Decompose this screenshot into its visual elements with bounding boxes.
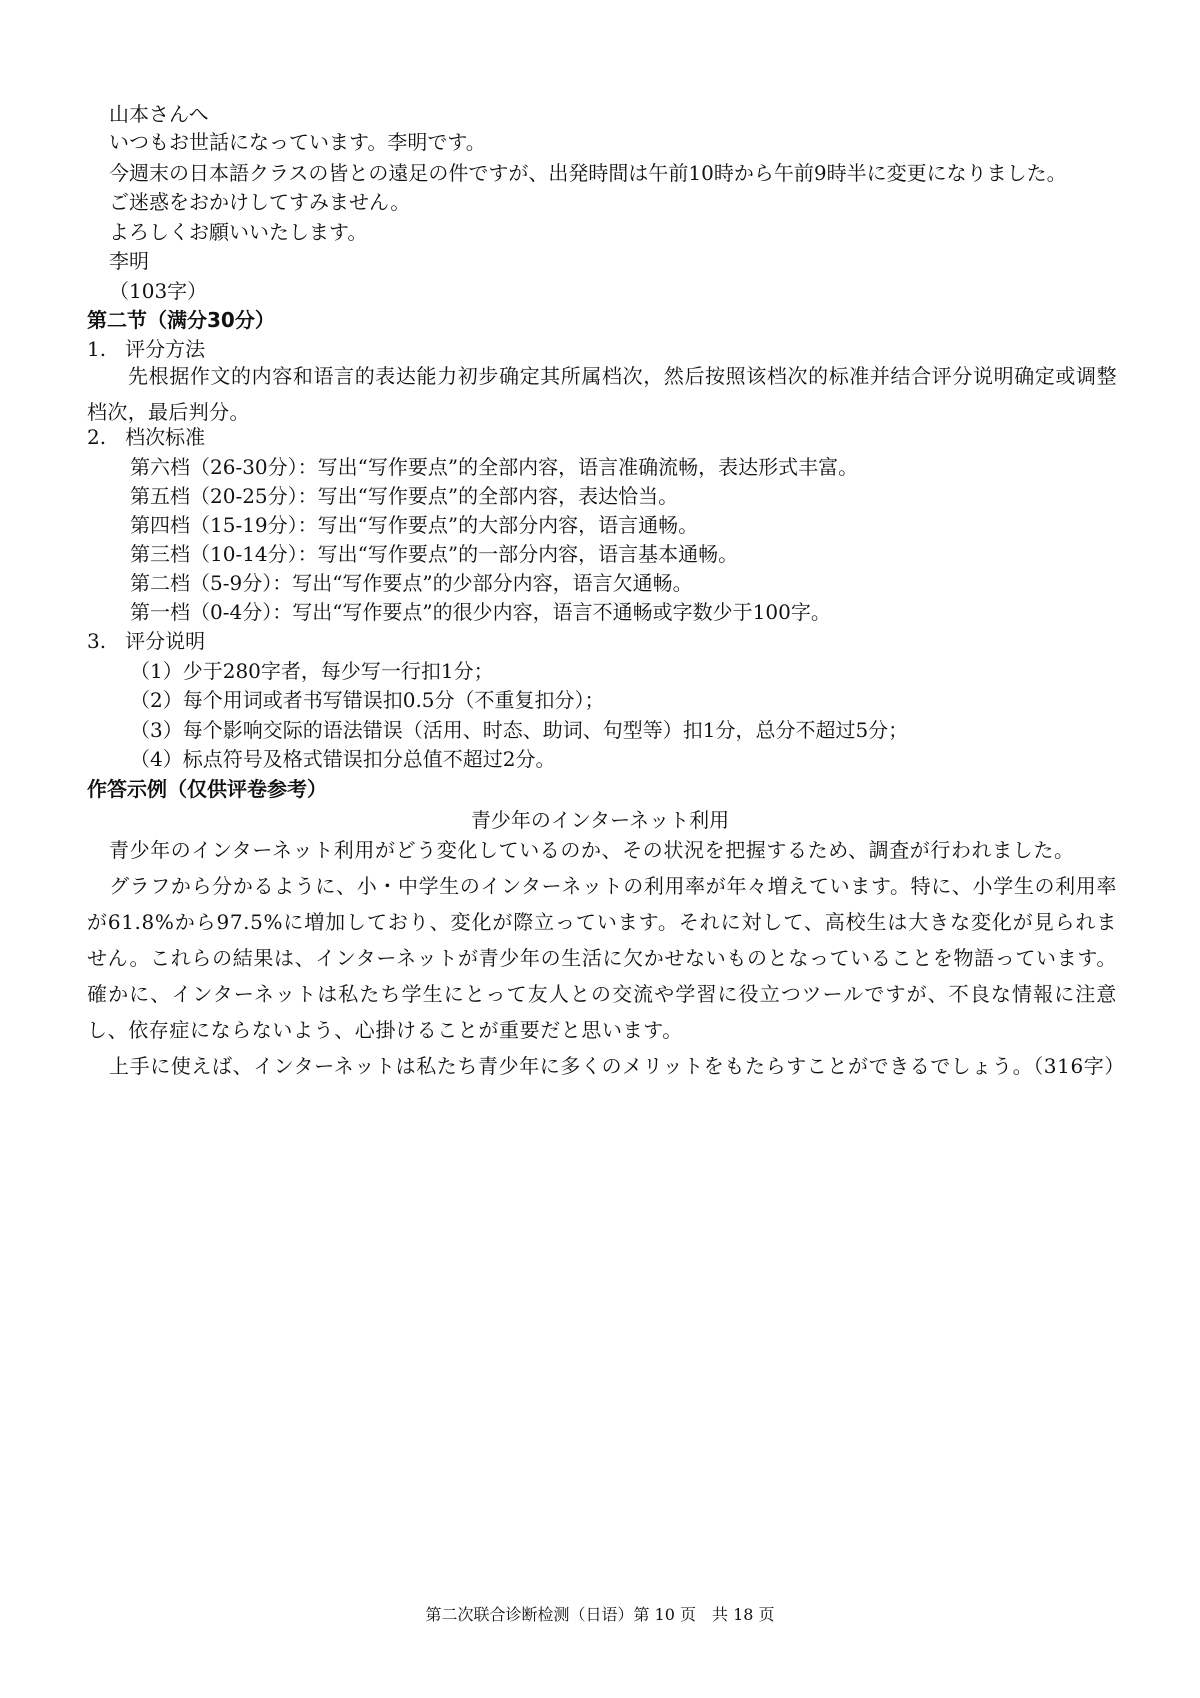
section-heading: 第二节（满分30分） xyxy=(87,308,275,332)
letter-salutation: 山本さんへ xyxy=(109,102,209,126)
note-item: （3）每个影响交际的语法错误（活用、时态、助词、句型等）扣1分，总分不超过5分； xyxy=(130,718,909,742)
letter-char-count: （103字） xyxy=(109,279,208,303)
essay-paragraph: 青少年のインターネット利用がどう変化しているのか、その状況を把握するため、調査が行われました。 xyxy=(109,838,1075,862)
note-item: （4）标点符号及格式错误扣分总值不超过2分。 xyxy=(130,747,556,771)
note-item: （2）每个用词或者书写错误扣0.5分（不重复扣分）； xyxy=(130,688,605,712)
essay-title: 青少年のインターネット利用 xyxy=(470,808,730,832)
level-item: 第四档（15-19分）：写出“写作要点”的大部分内容，语言通畅。 xyxy=(130,513,699,537)
letter-body: 今週末の日本語クラスの皆との遠足の件ですが、出発時間は午前10時から午前9時半に変更になりました。 xyxy=(109,161,1067,185)
method-title: 1. 评分方法 xyxy=(87,337,206,361)
essay-paragraph: 上手に使えば、インターネットは私たち青少年に多くのメリットをもたらすことができるでしょう。（316字） xyxy=(109,1054,1125,1078)
page-footer: 第二次联合诊断检测（日语）第 10 页 共 18 页 xyxy=(425,1605,775,1624)
level-item: 第六档（26-30分）：写出“写作要点”的全部内容，语言准确流畅，表达形式丰富。 xyxy=(130,455,859,479)
letter-greeting: いつもお世話になっています。李明です。 xyxy=(109,130,486,154)
letter-signature: 李明 xyxy=(109,249,149,273)
note-item: （1）少于280字者，每少写一行扣1分； xyxy=(130,659,494,683)
levels-title: 2. 档次标准 xyxy=(87,425,206,449)
level-item: 第三档（10-14分）：写出“写作要点”的一部分内容，语言基本通畅。 xyxy=(130,542,739,566)
level-item: 第一档（0-4分）：写出“写作要点”的很少内容，语言不通畅或字数少于100字。 xyxy=(130,600,831,624)
notes-title: 3. 评分说明 xyxy=(87,629,206,653)
sample-heading: 作答示例（仅供评卷参考） xyxy=(87,777,327,801)
level-item: 第二档（5-9分）：写出“写作要点”的少部分内容，语言欠通畅。 xyxy=(130,571,693,595)
essay-paragraph: グラフから分かるように、小・中学生のインターネットの利用率が年々増えています。特に、小学生の利用率が61.8%から97.5%に増加しており、変化が際立っています。それに対して、高校生は大きな変化が見られません。これらの結果は、インターネットが青少年の生活に欠かせないものとなっていることを物語っています。確かに、インターネットは私たち学生にとって友人との交流や学習に役立つツールですが、不良な情報に注意し、依存症にならないよう、心掛けることが重要だと思います。 xyxy=(87,874,1117,1042)
letter-apology: ご迷惑をおかけしてすみません。 xyxy=(109,190,411,214)
method-text: 先根据作文的内容和语言的表达能力初步确定其所属档次，然后按照该档次的标准并结合评分说明确定或调整档次，最后判分。 xyxy=(87,364,1117,424)
level-item: 第五档（20-25分）：写出“写作要点”的全部内容，表达恰当。 xyxy=(130,484,679,508)
letter-closing: よろしくお願いいたします。 xyxy=(109,220,368,244)
